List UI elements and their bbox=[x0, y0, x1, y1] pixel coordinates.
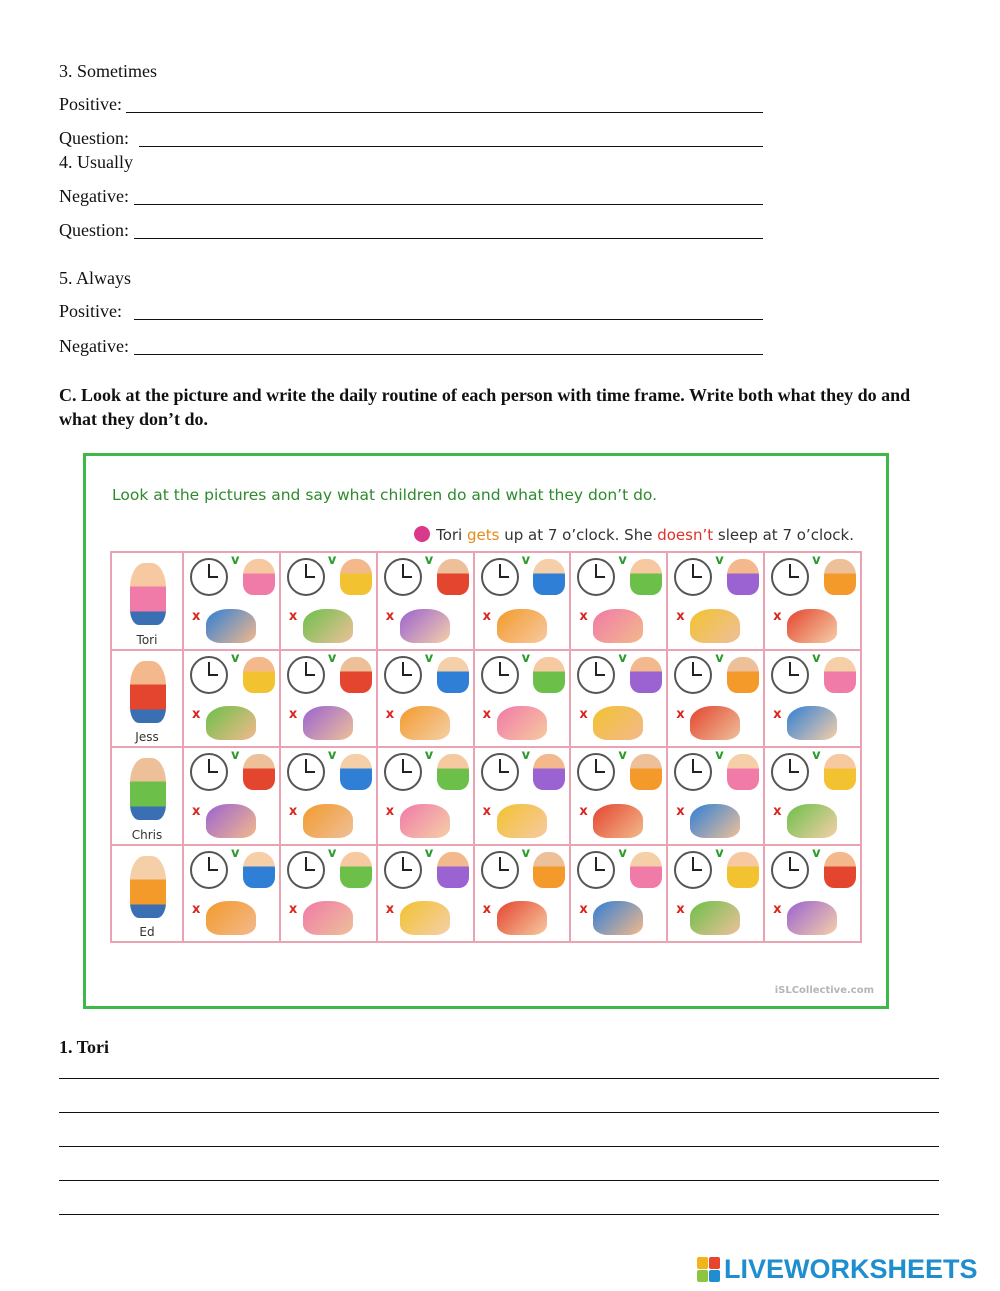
cross-mark: x bbox=[192, 609, 201, 624]
check-mark: v bbox=[715, 845, 724, 861]
activity-illustration bbox=[437, 559, 469, 595]
check-mark: v bbox=[521, 553, 531, 568]
answer-line[interactable] bbox=[59, 1112, 939, 1113]
picture-example-sentence bbox=[414, 526, 854, 544]
cross-mark: x bbox=[579, 706, 588, 722]
clock-icon bbox=[771, 656, 809, 694]
cross-mark: x bbox=[579, 609, 588, 624]
cross-mark: x bbox=[192, 804, 201, 819]
activity-illustration bbox=[340, 657, 372, 693]
activity-illustration bbox=[824, 754, 856, 790]
child-name: Jess bbox=[135, 730, 159, 744]
activity-illustration bbox=[630, 754, 662, 790]
activity-illustration bbox=[787, 706, 837, 740]
clock-icon bbox=[190, 753, 228, 791]
check-mark: v bbox=[618, 650, 627, 666]
activity-illustration bbox=[243, 754, 275, 790]
clock-icon bbox=[771, 558, 809, 596]
routine-cell bbox=[764, 845, 861, 943]
line-label-positive: Positive: bbox=[59, 94, 123, 114]
routine-cell bbox=[667, 845, 764, 943]
activity-illustration bbox=[243, 657, 275, 693]
activity-illustration bbox=[340, 559, 372, 595]
routine-cell bbox=[764, 747, 861, 845]
line-label-negative: Negative: bbox=[59, 336, 129, 356]
routine-cell bbox=[280, 650, 377, 748]
routine-cell bbox=[183, 845, 280, 943]
clock-icon bbox=[190, 558, 228, 596]
item-heading-usually: 4. Usually bbox=[59, 152, 133, 172]
answer-heading-tori: 1. Tori bbox=[59, 1037, 110, 1057]
routine-cell bbox=[280, 845, 377, 943]
routine-cell bbox=[570, 650, 667, 748]
answer-line[interactable] bbox=[134, 204, 763, 205]
check-mark: v bbox=[424, 845, 434, 861]
activity-illustration bbox=[690, 901, 740, 935]
cross-mark: x bbox=[773, 804, 782, 819]
clock-icon bbox=[287, 558, 325, 596]
check-mark: v bbox=[715, 650, 724, 666]
clock-icon bbox=[287, 753, 325, 791]
child-cell bbox=[111, 747, 183, 845]
activity-illustration bbox=[593, 901, 643, 935]
clock-icon bbox=[481, 753, 519, 791]
activity-illustration bbox=[787, 804, 837, 838]
clock-icon bbox=[674, 753, 712, 791]
answer-line[interactable] bbox=[134, 238, 763, 239]
cross-mark: x bbox=[288, 804, 298, 819]
cross-mark: x bbox=[385, 609, 395, 624]
activity-illustration bbox=[727, 852, 759, 888]
clock-icon bbox=[481, 851, 519, 889]
check-mark: v bbox=[618, 553, 627, 568]
clock-icon bbox=[481, 558, 519, 596]
routine-cell bbox=[474, 845, 571, 943]
activity-illustration bbox=[533, 852, 565, 888]
cross-mark: x bbox=[482, 706, 491, 722]
cross-mark: x bbox=[385, 706, 395, 722]
activity-illustration bbox=[630, 559, 662, 595]
activity-illustration bbox=[497, 804, 547, 838]
answer-line[interactable] bbox=[59, 1078, 939, 1079]
cross-mark: x bbox=[482, 804, 491, 819]
check-mark: v bbox=[812, 650, 821, 666]
clock-icon bbox=[577, 753, 615, 791]
check-mark: v bbox=[521, 650, 531, 666]
routine-cell bbox=[764, 552, 861, 650]
routine-cell bbox=[570, 747, 667, 845]
activity-illustration bbox=[593, 706, 643, 740]
activity-illustration bbox=[206, 609, 256, 643]
child-name: Tori bbox=[136, 632, 158, 647]
child-name: Ed bbox=[139, 925, 155, 939]
child-figure bbox=[130, 856, 166, 918]
cross-mark: x bbox=[192, 706, 201, 722]
clock-icon bbox=[674, 851, 712, 889]
clock-icon bbox=[481, 656, 519, 694]
activity-illustration bbox=[533, 754, 565, 790]
cross-mark: x bbox=[385, 901, 395, 917]
liveworksheets-logo bbox=[697, 1254, 978, 1284]
check-mark: v bbox=[424, 553, 434, 568]
clock-icon bbox=[384, 753, 422, 791]
cross-mark: x bbox=[676, 609, 685, 624]
clock-icon bbox=[190, 851, 228, 889]
clock-icon bbox=[190, 656, 228, 694]
check-mark: v bbox=[327, 845, 337, 861]
child-figure bbox=[130, 661, 166, 723]
routine-cell bbox=[474, 650, 571, 748]
child-figure bbox=[130, 563, 166, 625]
routine-cell bbox=[377, 747, 474, 845]
cross-mark: x bbox=[288, 609, 298, 624]
cross-mark: x bbox=[676, 706, 685, 722]
check-mark: v bbox=[521, 748, 531, 763]
activity-illustration bbox=[437, 754, 469, 790]
cross-mark: x bbox=[482, 901, 491, 917]
activity-illustration bbox=[340, 754, 372, 790]
cross-mark: x bbox=[579, 901, 588, 917]
clock-icon bbox=[674, 558, 712, 596]
cross-mark: x bbox=[192, 901, 201, 917]
activity-illustration bbox=[206, 804, 256, 838]
clock-icon bbox=[287, 851, 325, 889]
line-label-positive: Positive: bbox=[59, 301, 123, 321]
routine-cell bbox=[183, 552, 280, 650]
activity-illustration bbox=[727, 657, 759, 693]
activity-illustration bbox=[206, 706, 256, 740]
cross-mark: x bbox=[773, 901, 782, 917]
check-mark: v bbox=[521, 845, 531, 861]
child-cell bbox=[111, 845, 183, 943]
activity-illustration bbox=[400, 609, 450, 643]
item-heading-sometimes: 3. Sometimes bbox=[59, 61, 157, 81]
picture-credit: iSLCollective.com bbox=[774, 985, 874, 996]
activity-illustration bbox=[497, 609, 547, 643]
cross-mark: x bbox=[482, 609, 491, 624]
routine-cell bbox=[667, 650, 764, 748]
answer-line[interactable] bbox=[59, 1180, 939, 1181]
check-mark: v bbox=[231, 845, 240, 861]
activity-illustration bbox=[243, 852, 275, 888]
routine-cell bbox=[183, 650, 280, 748]
activity-illustration bbox=[533, 559, 565, 595]
activity-illustration bbox=[303, 706, 353, 740]
activity-illustration bbox=[437, 852, 469, 888]
check-mark: v bbox=[424, 650, 434, 666]
routine-cell bbox=[377, 650, 474, 748]
routine-cell bbox=[377, 845, 474, 943]
check-mark: v bbox=[231, 553, 240, 568]
clock-icon bbox=[771, 753, 809, 791]
logo-text: LIVEWORKSHEETS bbox=[724, 1253, 978, 1284]
activity-illustration bbox=[690, 609, 740, 643]
activity-illustration bbox=[400, 706, 450, 740]
routine-cell bbox=[183, 747, 280, 845]
routine-cell bbox=[667, 747, 764, 845]
activity-illustration bbox=[400, 804, 450, 838]
routine-cell bbox=[570, 845, 667, 943]
cross-mark: x bbox=[676, 804, 685, 819]
activity-illustration bbox=[303, 609, 353, 643]
cross-mark: x bbox=[288, 901, 298, 917]
activity-illustration bbox=[727, 754, 759, 790]
child-cell bbox=[111, 650, 183, 748]
activity-illustration bbox=[206, 901, 256, 935]
line-label-negative: Negative: bbox=[59, 186, 129, 206]
answer-line[interactable] bbox=[126, 112, 763, 113]
cross-mark: x bbox=[288, 706, 298, 722]
check-mark: v bbox=[327, 553, 337, 568]
check-mark: v bbox=[812, 845, 821, 861]
flower-icon bbox=[414, 526, 430, 542]
activity-illustration bbox=[340, 852, 372, 888]
activity-illustration bbox=[437, 657, 469, 693]
check-mark: v bbox=[231, 748, 240, 763]
cross-mark: x bbox=[385, 804, 395, 819]
activity-illustration bbox=[497, 706, 547, 740]
answer-line[interactable] bbox=[134, 354, 763, 355]
routine-cell bbox=[280, 747, 377, 845]
check-mark: v bbox=[231, 650, 240, 666]
clock-icon bbox=[674, 656, 712, 694]
activity-illustration bbox=[243, 559, 275, 595]
clock-icon bbox=[384, 851, 422, 889]
example-verb: gets bbox=[467, 526, 500, 544]
clock-icon bbox=[384, 558, 422, 596]
child-figure bbox=[130, 758, 166, 820]
line-label-question: Question: bbox=[59, 220, 129, 240]
activity-illustration bbox=[787, 609, 837, 643]
activity-illustration bbox=[787, 901, 837, 935]
child-name: Chris bbox=[131, 827, 163, 842]
child-cell bbox=[111, 552, 183, 650]
clock-icon bbox=[287, 656, 325, 694]
activity-illustration bbox=[593, 609, 643, 643]
section-c-instruction: C. Look at the picture and write the daily routine of each person with time frame. Write both what they do and what they don’t do. bbox=[59, 385, 911, 429]
routine-cell bbox=[474, 747, 571, 845]
activity-illustration bbox=[690, 706, 740, 740]
line-label-question: Question: bbox=[59, 128, 129, 148]
example-negative: doesn’t bbox=[657, 526, 714, 544]
check-mark: v bbox=[327, 748, 337, 763]
check-mark: v bbox=[812, 553, 821, 568]
activity-illustration bbox=[303, 901, 353, 935]
activity-illustration bbox=[690, 804, 740, 838]
example-part1: Tori bbox=[436, 526, 467, 544]
daily-routine-picture bbox=[83, 453, 889, 1009]
activity-illustration bbox=[630, 657, 662, 693]
item-heading-always: 5. Always bbox=[59, 268, 131, 288]
activity-illustration bbox=[824, 657, 856, 693]
cross-mark: x bbox=[773, 706, 782, 722]
cross-mark: x bbox=[579, 804, 588, 819]
activity-illustration bbox=[593, 804, 643, 838]
routine-cell bbox=[377, 552, 474, 650]
answer-line[interactable] bbox=[59, 1214, 939, 1215]
check-mark: v bbox=[812, 748, 821, 763]
clock-icon bbox=[577, 558, 615, 596]
example-part3: sleep at 7 o’clock. bbox=[713, 526, 854, 544]
check-mark: v bbox=[715, 748, 724, 763]
routine-cell bbox=[570, 552, 667, 650]
clock-icon bbox=[771, 851, 809, 889]
check-mark: v bbox=[327, 650, 337, 666]
routine-cell bbox=[474, 552, 571, 650]
answer-line[interactable] bbox=[134, 319, 763, 320]
answer-line[interactable] bbox=[59, 1146, 939, 1147]
activity-illustration bbox=[824, 559, 856, 595]
check-mark: v bbox=[715, 553, 724, 568]
picture-title: Look at the pictures and say what children do and what they don’t do. bbox=[112, 486, 658, 504]
logo-blocks-icon bbox=[697, 1257, 720, 1282]
activity-illustration bbox=[727, 559, 759, 595]
activity-illustration bbox=[497, 901, 547, 935]
cross-mark: x bbox=[773, 609, 782, 624]
answer-line[interactable] bbox=[139, 146, 763, 147]
activity-illustration bbox=[824, 852, 856, 888]
activity-illustration bbox=[630, 852, 662, 888]
clock-icon bbox=[384, 656, 422, 694]
example-part2: up at 7 o’clock. She bbox=[499, 526, 658, 544]
routine-cell bbox=[667, 552, 764, 650]
clock-icon bbox=[577, 656, 615, 694]
activity-illustration bbox=[400, 901, 450, 935]
check-mark: v bbox=[618, 748, 627, 763]
routine-grid bbox=[110, 551, 862, 943]
routine-cell bbox=[764, 650, 861, 748]
cross-mark: x bbox=[676, 901, 685, 917]
check-mark: v bbox=[618, 845, 627, 861]
clock-icon bbox=[577, 851, 615, 889]
check-mark: v bbox=[424, 748, 434, 763]
activity-illustration bbox=[303, 804, 353, 838]
activity-illustration bbox=[533, 657, 565, 693]
routine-cell bbox=[280, 552, 377, 650]
